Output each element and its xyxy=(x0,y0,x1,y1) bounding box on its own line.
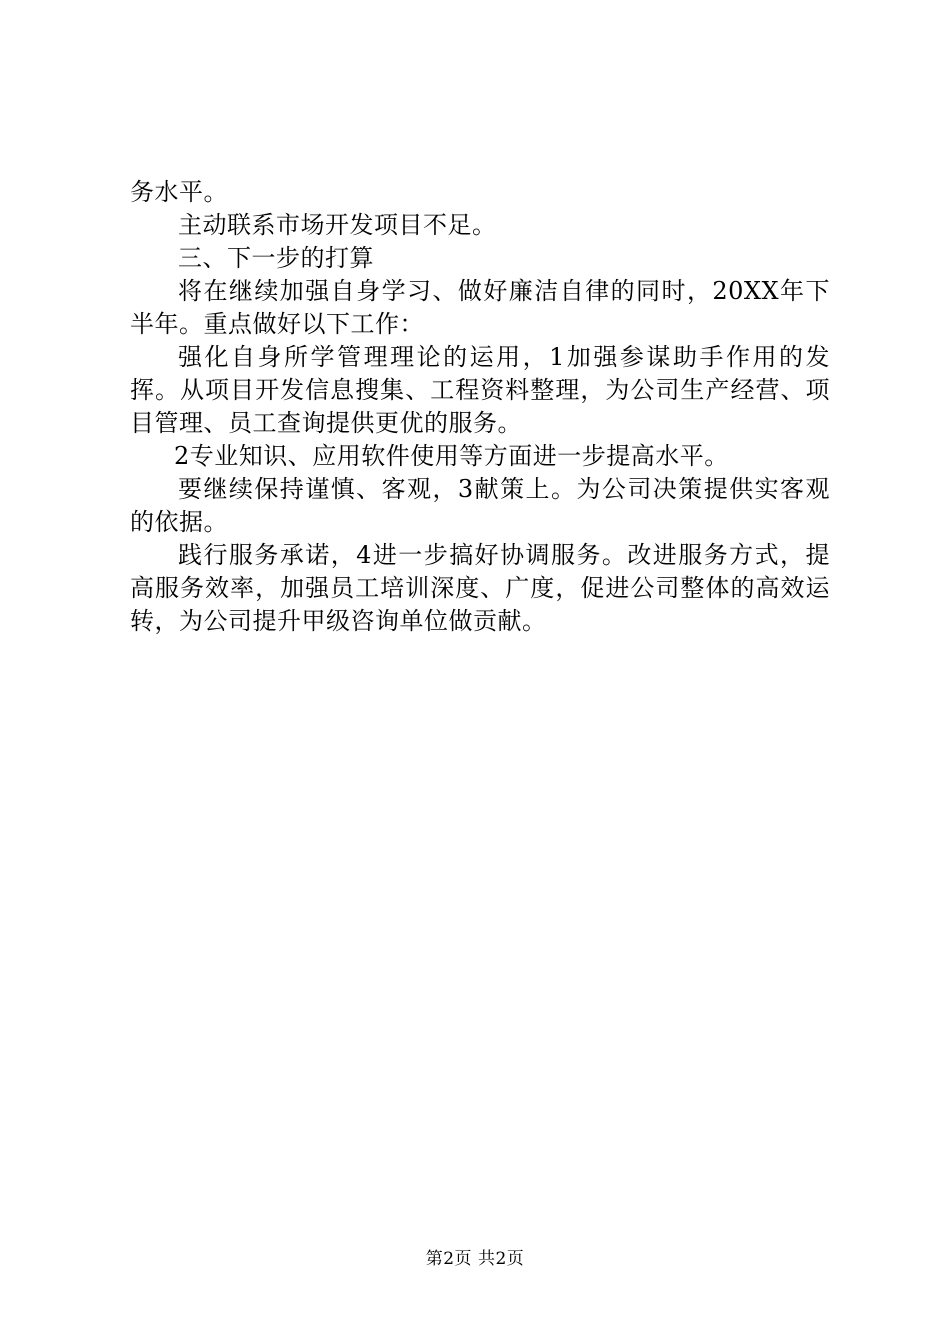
paragraph-market-shortfall: 主动联系市场开发项目不足。 xyxy=(178,211,497,239)
paragraph-item-4: 践行服务承诺，4进一步搞好协调服务。改进服务方式，提高服务效率，加强员工培训深度、广度，促进公司整体的高效运转，为公司提升甲级咨询单位做贡献。 xyxy=(130,541,830,635)
section-heading-next-steps: 三、下一步的打算 xyxy=(178,244,374,272)
paragraph-item-3: 要继续保持谨慎、客观，3献策上。为公司决策提供实客观的依据。 xyxy=(130,475,830,536)
paragraph-continuation: 务水平。 xyxy=(130,178,228,206)
page-footer: 第2页 共2页 xyxy=(425,1249,525,1269)
paragraph-item-1: 强化自身所学管理理论的运用，1加强参谋助手作用的发挥。从项目开发信息搜集、工程资料整理，为公司生产经营、项目管理、员工查询提供更优的服务。 xyxy=(130,343,830,437)
paragraph-item-2: 2专业知识、应用软件使用等方面进一步提高水平。 xyxy=(174,442,729,470)
paragraph-plan-intro: 将在继续加强自身学习、做好廉洁自律的同时，20XX年下半年。重点做好以下工作： xyxy=(130,277,830,338)
document-body xyxy=(130,176,830,638)
